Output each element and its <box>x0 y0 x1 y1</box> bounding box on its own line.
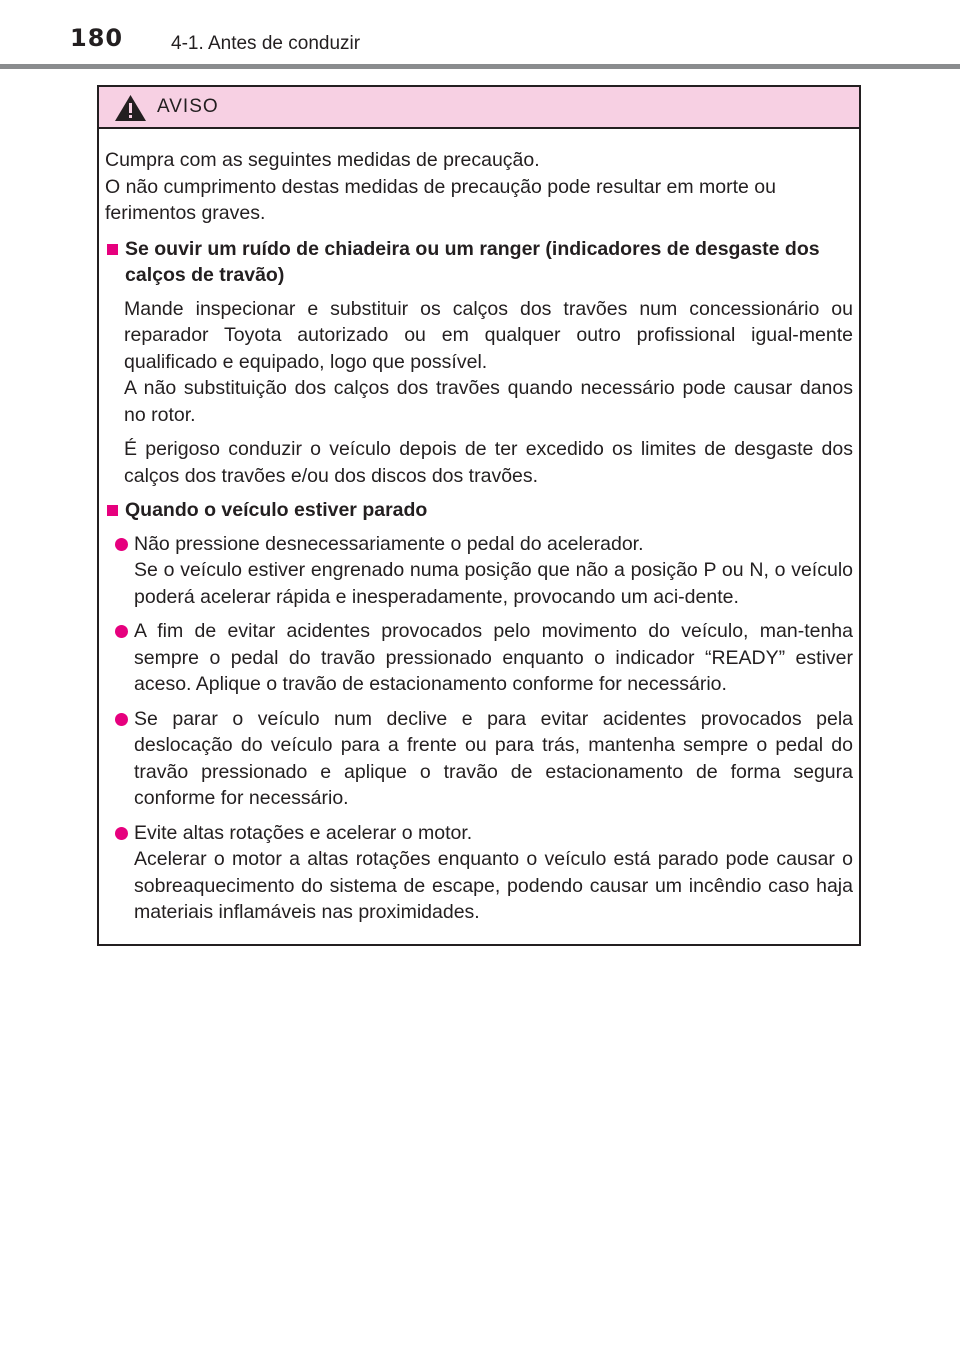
warning-label: AVISO <box>157 96 219 117</box>
round-bullet-icon <box>115 538 128 551</box>
section-heading <box>105 236 853 289</box>
paragraph-line: É perigoso conduzir o veículo depois de ter excedido os limites de desgaste dos calços dos travões e/ou dos discos dos travões. <box>124 438 853 487</box>
round-bullet-icon <box>115 827 128 840</box>
intro-line: O não cumprimento destas medidas de precaução pode resultar em morte ou ferimentos graves. <box>105 175 776 224</box>
round-bullet-icon <box>115 713 128 726</box>
page-header <box>0 0 960 72</box>
intro-line: Cumpra com as seguintes medidas de precaução. <box>105 149 540 171</box>
list-item <box>105 820 853 926</box>
paragraph <box>105 296 853 429</box>
square-bullet-icon <box>107 505 118 516</box>
section-title: 4-1. Antes de conduzir <box>171 33 361 54</box>
paragraph <box>105 436 853 489</box>
warning-box <box>97 85 861 946</box>
paragraph-line: Mande inspecionar e substituir os calços dos travões num concessionário ou reparador Toyota autorizado ou em qualquer outro profissional igual-mente qualificado e equipado, logo que possível. <box>124 297 853 373</box>
intro-text <box>105 147 853 227</box>
section-heading <box>105 497 853 524</box>
page-number: 180 <box>70 24 124 52</box>
warning-body <box>99 129 859 926</box>
paragraph-line: A não substituição dos calços dos travões quando necessário pode causar danos no rotor. <box>124 377 853 426</box>
item-line: Evite altas rotações e acelerar o motor. <box>134 821 473 844</box>
list-item <box>105 531 853 611</box>
warning-header <box>99 87 859 129</box>
section-title-brakes: Se ouvir um ruído de chiadeira ou um ranger (indicadores de desgaste dos calços de travão) <box>125 237 820 286</box>
item-line: Se parar o veículo num declive e para evitar acidentes provocados pela deslocação do veículo para a frente ou para trás, mantenha sempre o pedal do travão pressionado e aplique o travão de estacionamento de forma segura conforme for necessário. <box>134 707 853 809</box>
item-line: A fim de evitar acidentes provocados pelo movimento do veículo, man-tenha sempre o pedal do travão pressionado enquanto o indicador “READY” estiver aceso. Aplique o travão de estacionamento conforme for necessário. <box>134 620 853 695</box>
warning-triangle-icon <box>114 94 147 122</box>
list-item <box>105 618 853 698</box>
item-line: Acelerar o motor a altas rotações enquanto o veículo está parado pode causar o sobreaquecimento do sistema de escape, podendo causar um incêndio caso haja materiais inflamáveis nas proximidades. <box>134 848 853 923</box>
square-bullet-icon <box>107 244 118 255</box>
list-item <box>105 706 853 812</box>
round-bullet-icon <box>115 625 128 638</box>
section-title-parked: Quando o veículo estiver parado <box>125 499 428 521</box>
item-line: Se o veículo estiver engrenado numa posição que não a posição P ou N, o veículo poderá acelerar rápida e inesperadamente, provocando um aci-dente. <box>134 559 853 608</box>
header-divider <box>0 64 960 69</box>
item-line: Não pressione desnecessariamente o pedal do acelerador. <box>134 532 644 555</box>
